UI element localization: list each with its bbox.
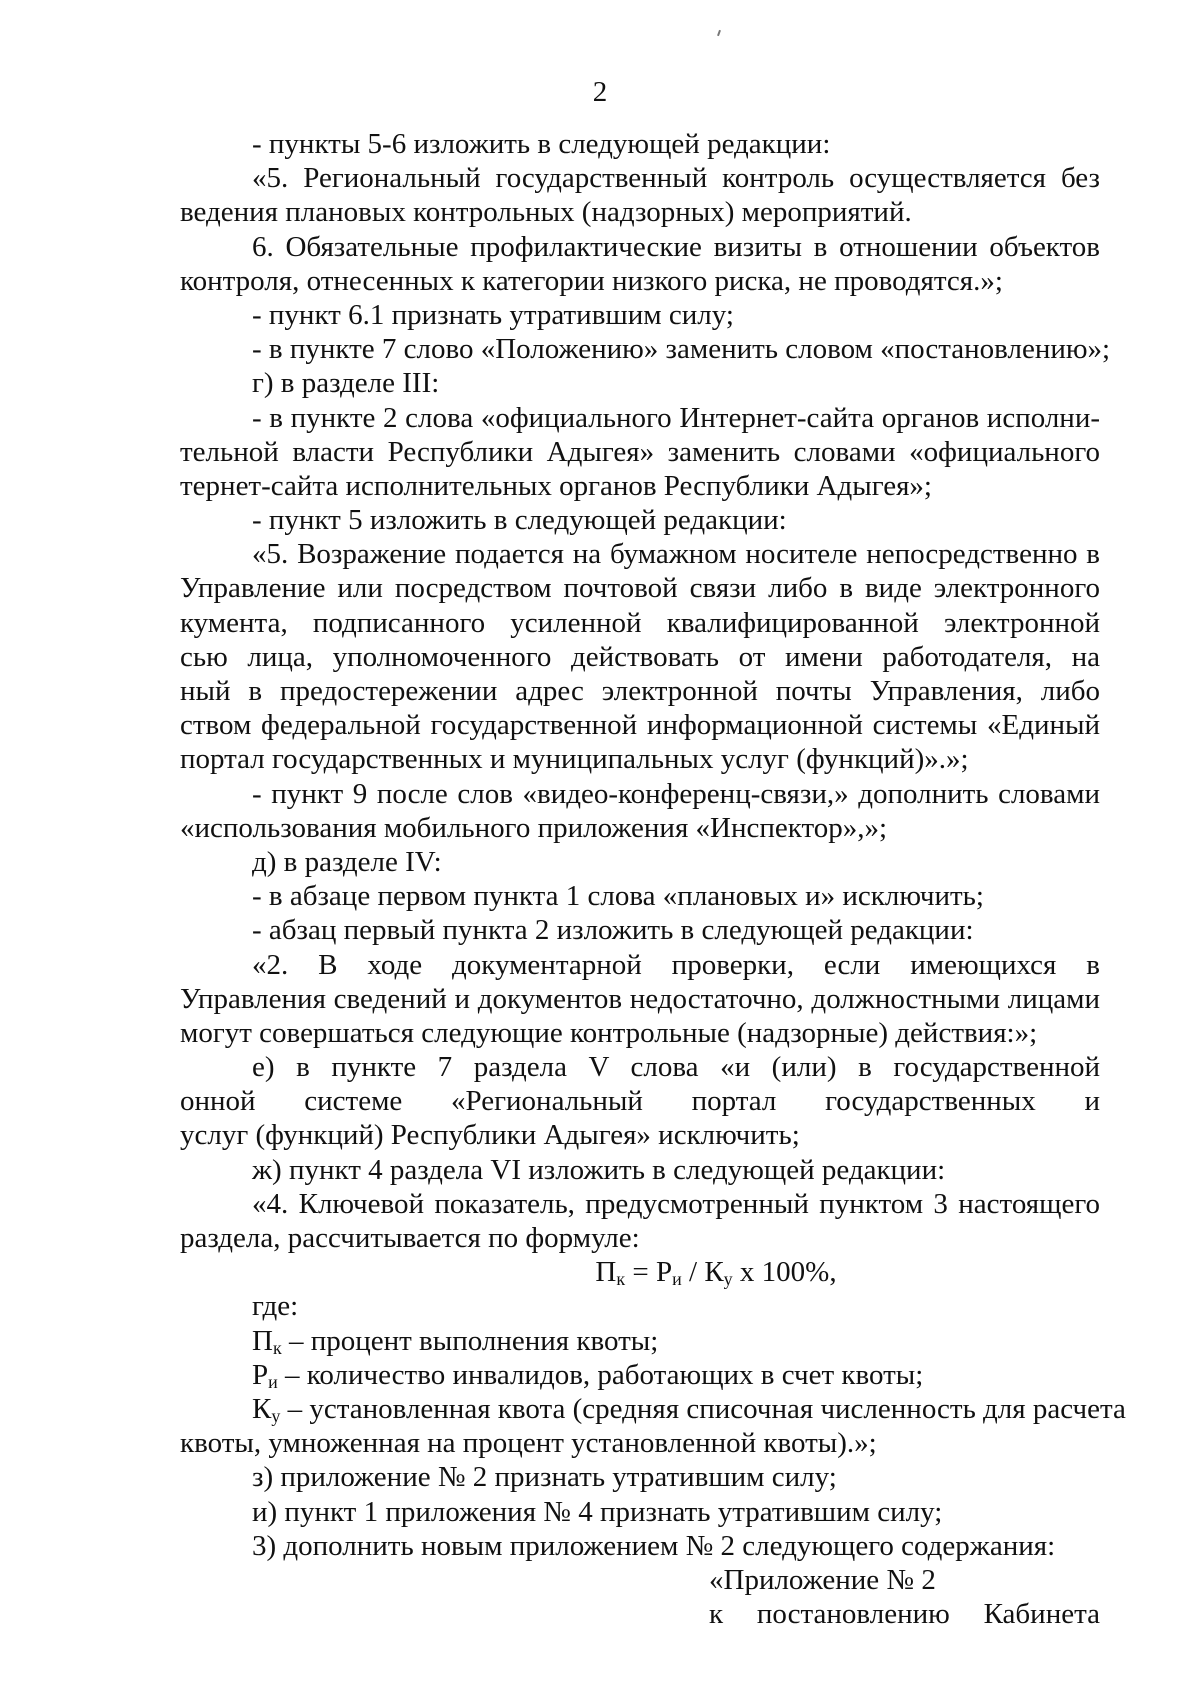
- text-line: з) приложение № 2 признать утратившим силу;: [252, 1461, 837, 1494]
- document-body: [180, 127, 1126, 1631]
- text-line: д) в разделе IV:: [252, 845, 442, 878]
- def-symbol-sub: и: [268, 1371, 278, 1392]
- def-text: – количество инвалидов, работающих в счет квоты;: [277, 1358, 924, 1391]
- formula: [180, 1255, 1100, 1289]
- def-text: – процент выполнения квоты;: [281, 1324, 659, 1357]
- text-line: Управления сведений и документов недостаточно, должностными лицами: [180, 982, 1100, 1015]
- formula-eq: =: [625, 1256, 656, 1289]
- text-line: 6. Обязательные профилактические визиты в отношении объектов: [252, 230, 1100, 263]
- text-line: ж) пункт 4 раздела VI изложить в следующей редакции:: [252, 1153, 946, 1186]
- text-line: г) в разделе III:: [252, 367, 440, 400]
- text-line: тернет-сайта исполнительных органов Республики Адыгея»;: [180, 469, 932, 502]
- text-line: «2. В ходе документарной проверки, если имеющихся в: [252, 948, 1100, 981]
- text-line: - абзац первый пункта 2 изложить в следующей редакции:: [252, 914, 974, 947]
- text-line: раздела, рассчитывается по формуле:: [180, 1222, 640, 1254]
- text-line: «4. Ключевой показатель, предусмотренный пунктом 3 настоящего: [252, 1187, 1100, 1220]
- formula-p: П: [595, 1256, 617, 1289]
- formula-r-sub: и: [672, 1269, 682, 1290]
- text-line: онной системе «Региональный портал государственных и: [180, 1085, 1100, 1118]
- text-line: - в пункте 7 слово «Положению» заменить словом «постановлению»;: [252, 333, 1111, 366]
- definition-line: [180, 1392, 1126, 1426]
- text-line: тельной власти Республики Адыгея» заменить словами «официального: [180, 435, 1100, 468]
- text-line: ведения плановых контрольных (надзорных) мероприятий.: [180, 196, 912, 229]
- formula-k-sub: у: [723, 1269, 733, 1290]
- text-line: услуг (функций) Республики Адыгея» исключить;: [180, 1119, 800, 1152]
- text-line: и) пункт 1 приложения № 4 признать утратившим силу;: [252, 1495, 943, 1528]
- formula-div: /: [681, 1256, 705, 1289]
- text-line: - в абзаце первом пункта 1 слова «плановых и» исключить;: [252, 880, 984, 913]
- text-line: «5. Возражение подается на бумажном носителе непосредственно в: [252, 538, 1100, 571]
- text-line: - пункт 6.1 признать утратившим силу;: [252, 298, 734, 331]
- formula-tail: х 100%,: [732, 1256, 837, 1289]
- text-line: ством федеральной государственной информационной системы «Единый: [180, 709, 1100, 742]
- text-line: 3) дополнить новым приложением № 2 следующего содержания:: [252, 1529, 1056, 1562]
- text-line: где:: [252, 1290, 299, 1323]
- page-number: 2: [592, 76, 608, 108]
- definition-line: [180, 1358, 1100, 1392]
- text-line: «использования мобильного приложения «Инспектор»,»;: [180, 811, 888, 844]
- def-symbol-sub: у: [271, 1405, 281, 1426]
- text-line: е) в пункте 7 раздела V слова «и (или) в государственной: [252, 1051, 1100, 1084]
- text-line: ный в предостережении адрес электронной почты Управления, либо: [180, 675, 1100, 707]
- text-line: - пункт 9 после слов «видео-конференц-связи,» дополнить словами: [252, 777, 1100, 810]
- text-line: могут совершаться следующие контрольные (надзорные) действия:»;: [180, 1016, 1038, 1049]
- def-symbol: К: [252, 1392, 272, 1425]
- text-line: портал государственных и муниципальных услуг (функций)».»;: [180, 743, 969, 776]
- formula-k: К: [704, 1256, 724, 1289]
- appendix-title: «Приложение № 2: [709, 1563, 936, 1596]
- text-line: - пункты 5-6 изложить в следующей редакции:: [252, 128, 831, 160]
- text-line: контроля, отнесенных к категории низкого риска, не проводятся.»;: [180, 264, 1003, 297]
- formula-p-sub: к: [616, 1269, 626, 1290]
- def-symbol: Р: [252, 1358, 269, 1391]
- def-text: – установленная квота (средняя списочная численность для расчета: [280, 1392, 1126, 1425]
- text-line: - в пункте 2 слова «официального Интернет-сайта органов исполни-: [252, 401, 1100, 434]
- text-line: кумента, подписанного усиленной квалифицированной электронной: [180, 606, 1100, 639]
- def-symbol: П: [252, 1324, 273, 1357]
- definition-line: [180, 1324, 1100, 1358]
- text-line: Управление или посредством почтовой связи либо в виде электронного: [180, 572, 1100, 605]
- text-line: - пункт 5 изложить в следующей редакции:: [252, 504, 787, 537]
- def-symbol-sub: к: [272, 1337, 282, 1358]
- formula-r: Р: [655, 1256, 673, 1289]
- text-line: квоты, умноженная на процент установленной квоты).»;: [180, 1427, 877, 1460]
- scan-speck: [717, 30, 721, 36]
- text-line: сью лица, уполномоченного действовать от имени работодателя, на: [180, 640, 1100, 673]
- text-line: «5. Региональный государственный контроль осуществляется без: [252, 162, 1100, 195]
- appendix-subtitle: к постановлению Кабинета: [709, 1598, 1100, 1631]
